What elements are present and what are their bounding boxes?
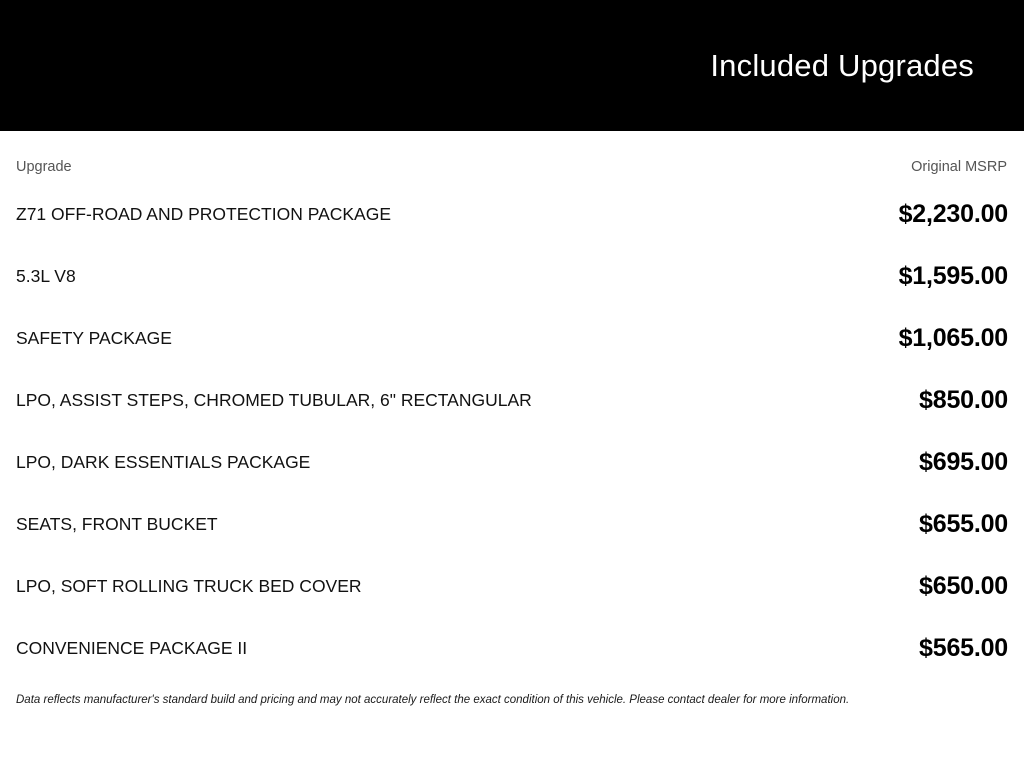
upgrades-list xyxy=(16,183,1008,679)
upgrade-name: SEATS, FRONT BUCKET xyxy=(16,513,218,534)
table-column-headers xyxy=(16,131,1008,183)
disclaimer-text: Data reflects manufacturer's standard build and pricing and may not accurately reflect the exact condition of this vehicle. Please contact dealer for more information. xyxy=(16,694,850,706)
upgrade-name: LPO, DARK ESSENTIALS PACKAGE xyxy=(16,451,311,472)
upgrade-price: $1,065.00 xyxy=(898,323,1008,352)
table-row xyxy=(16,183,1008,245)
upgrade-price: $650.00 xyxy=(919,571,1008,600)
table-row xyxy=(16,369,1008,431)
table-row xyxy=(16,617,1008,679)
upgrade-price: $695.00 xyxy=(919,447,1008,476)
upgrade-name: 5.3L V8 xyxy=(16,265,76,286)
column-header-upgrade: Upgrade xyxy=(16,159,72,175)
upgrade-name: CONVENIENCE PACKAGE II xyxy=(16,637,248,658)
upgrade-name: Z71 OFF-ROAD AND PROTECTION PACKAGE xyxy=(16,203,392,224)
table-row xyxy=(16,431,1008,493)
page-content xyxy=(0,131,1024,708)
column-header-msrp: Original MSRP xyxy=(911,159,1007,175)
upgrade-price: $850.00 xyxy=(919,385,1008,414)
table-row xyxy=(16,245,1008,307)
upgrade-price: $1,595.00 xyxy=(898,261,1008,290)
upgrade-price: $2,230.00 xyxy=(898,199,1008,228)
table-row xyxy=(16,307,1008,369)
upgrade-name: SAFETY PACKAGE xyxy=(16,327,172,348)
upgrade-name: LPO, ASSIST STEPS, CHROMED TUBULAR, 6" RECTANGULAR xyxy=(16,389,532,410)
page-title: Included Upgrades xyxy=(710,48,974,83)
page-header xyxy=(0,0,1024,131)
table-row xyxy=(16,555,1008,617)
table-row xyxy=(16,493,1008,555)
upgrade-name: LPO, SOFT ROLLING TRUCK BED COVER xyxy=(16,575,362,596)
upgrade-price: $565.00 xyxy=(919,633,1008,662)
upgrade-price: $655.00 xyxy=(919,509,1008,538)
